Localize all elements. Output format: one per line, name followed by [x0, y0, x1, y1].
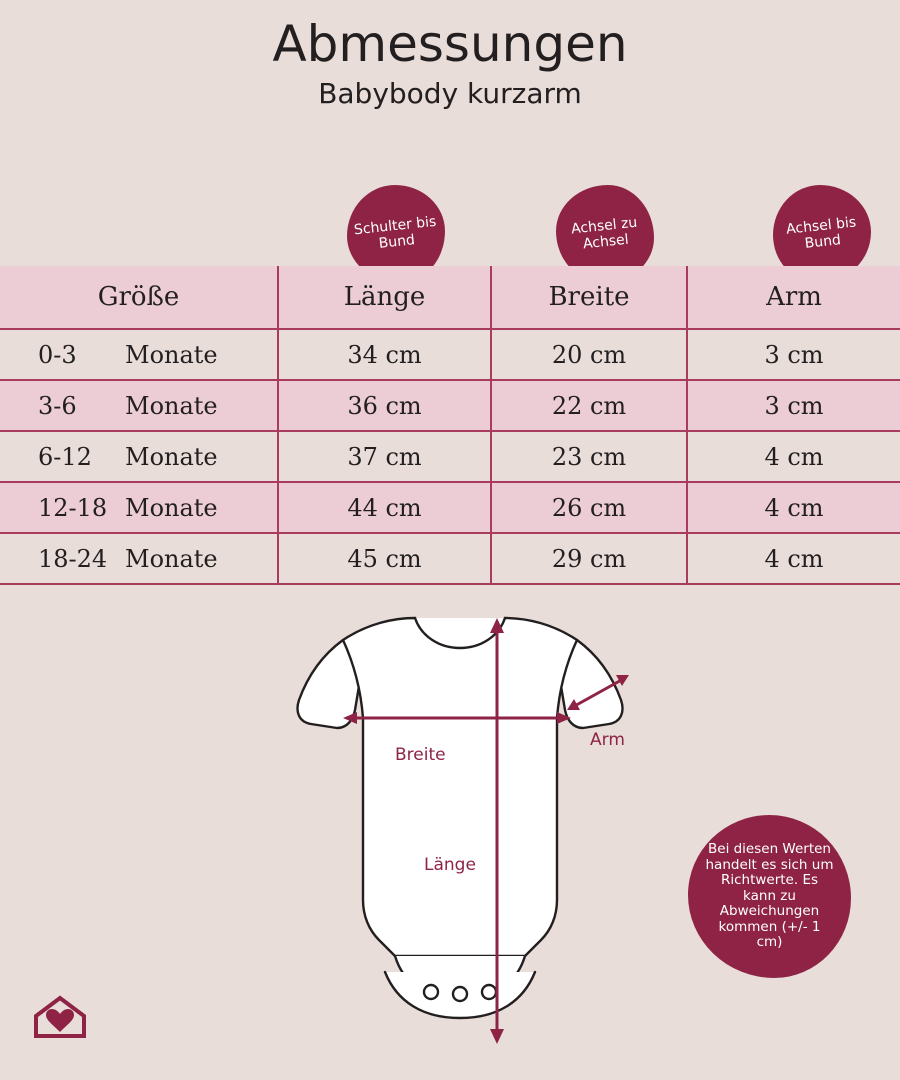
- cell-length: 37 cm: [278, 431, 491, 482]
- cell-arm: 3 cm: [687, 380, 900, 431]
- size-table-wrapper: [0, 266, 900, 585]
- cell-size-range: 3-6: [38, 391, 77, 420]
- blob-armpit-to-armpit-label: Achsel zu Achsel: [570, 214, 638, 253]
- cell-size-unit: Monate: [125, 544, 218, 573]
- label-laenge: Länge: [424, 855, 476, 875]
- cell-width: 26 cm: [491, 482, 687, 533]
- cell-length: 45 cm: [278, 533, 491, 584]
- cell-size-range: 18-24: [38, 544, 108, 573]
- page-subtitle: Babybody kurzarm: [318, 76, 582, 110]
- cell-size: [0, 380, 278, 431]
- cell-arm: 3 cm: [687, 329, 900, 380]
- bodysuit-illustration: [225, 600, 695, 1060]
- cell-length: 36 cm: [278, 380, 491, 431]
- cell-size-unit: Monate: [125, 340, 218, 369]
- table-body: [0, 329, 900, 584]
- cell-size-unit: Monate: [125, 442, 218, 471]
- cell-length: 34 cm: [278, 329, 491, 380]
- table-row: [0, 329, 900, 380]
- cell-arm: 4 cm: [687, 431, 900, 482]
- cell-arm: 4 cm: [687, 533, 900, 584]
- cell-width: 23 cm: [491, 431, 687, 482]
- label-arm: Arm: [590, 730, 625, 750]
- column-header-size: Größe: [0, 266, 278, 329]
- cell-size: [0, 431, 278, 482]
- label-breite: Breite: [395, 745, 446, 765]
- table-row: [0, 533, 900, 584]
- blob-disclaimer-label: Bei diesen Werten handelt es sich um Richtwerte. Es kann zu Abweichungen kommen (+/- 1 cm): [705, 841, 834, 951]
- cell-size-unit: Monate: [125, 493, 218, 522]
- table-row: [0, 482, 900, 533]
- blob-armpit-to-waist-label: Achsel bis Bund: [785, 214, 857, 252]
- header: [0, 0, 900, 110]
- page-title: Abmessungen: [272, 15, 628, 73]
- cell-size-range: 0-3: [38, 340, 77, 369]
- cell-width: 29 cm: [491, 533, 687, 584]
- size-table: [0, 266, 900, 585]
- cell-width: 20 cm: [491, 329, 687, 380]
- table-row: [0, 431, 900, 482]
- cell-size-range: 6-12: [38, 442, 92, 471]
- column-header-arm: Arm: [687, 266, 900, 329]
- column-header-width: Breite: [491, 266, 687, 329]
- cell-size: [0, 533, 278, 584]
- cell-size-range: 12-18: [38, 493, 108, 522]
- blob-disclaimer: [688, 815, 851, 978]
- column-header-length: Länge: [278, 266, 491, 329]
- blob-shoulder-to-waist-label: Schulter bis Bund: [353, 213, 438, 252]
- cell-arm: 4 cm: [687, 482, 900, 533]
- cell-size: [0, 482, 278, 533]
- cell-size-unit: Monate: [125, 391, 218, 420]
- table-row: [0, 380, 900, 431]
- bodysuit-outline: [298, 618, 623, 1018]
- table-header: [0, 266, 900, 329]
- cell-size: [0, 329, 278, 380]
- brand-logo-icon: [30, 990, 90, 1040]
- cell-width: 22 cm: [491, 380, 687, 431]
- cell-length: 44 cm: [278, 482, 491, 533]
- table-header-row: [0, 266, 900, 329]
